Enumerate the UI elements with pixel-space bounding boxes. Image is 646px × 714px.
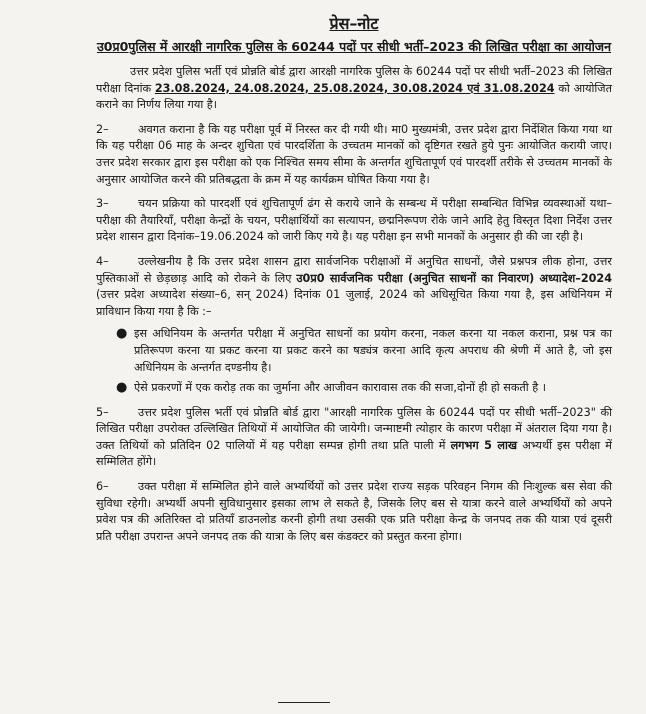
exam-dates: 23.08.2024, 24.08.2024, 25.08.2024, 30.08.2024 एवं 31.08.2024 (154, 81, 555, 95)
paragraph-4-number: 4– (96, 254, 109, 268)
paragraph-1 (96, 64, 612, 114)
paragraph-5-number: 5– (96, 405, 109, 419)
page-subtitle: उ0प्र0पुलिस में आरक्षी नागरिक पुलिस के 60244 पदों पर सीधी भर्ती–2023 की लिखित परीक्षा का आयोजन (96, 39, 612, 54)
paragraph-3-number: 3– (96, 197, 109, 211)
bullet-icon: ● (116, 326, 128, 342)
paragraph-5-text-b: अभ्यर्थी इस परीक्षा में सम्मिलित होंगे। (96, 438, 612, 469)
paragraph-2 (96, 122, 612, 188)
paragraph-3 (96, 196, 612, 246)
paragraph-1-text-b: को आयोजित कराने का निर्णय लिया गया है। (96, 81, 612, 112)
candidates-count: लगभग 5 लाख (450, 438, 518, 452)
bullet-2-text: ऐसे प्रकरणों में एक करोड़ तक का जुर्माना और आजीवन कारावास तक की सजा,दोनों ही हो सकती है । (134, 381, 546, 395)
paragraph-6 (96, 479, 612, 545)
paragraph-6-text: उक्त परीक्षा में सम्मिलित होने वाले अभ्यर्थियों को उत्तर प्रदेश राज्य सड़क परिवहन निगम की निःशुल्क बस सेवा की सुविधा रहेगी। अभ्यर्थी अपनी सुविधानुसार इसका लाभ ले सकते है, जिसके लिए बस से यात्रा करने वाले अभ्यर्थियों को अपने प्रवेश पत्र की अतिरिक्त दो प्रतियाँ डाउनलोड करनी होगी तथा उसकी एक प्रति परीक्षा केन्द्र के जनपद तक की यात्रा एवं दूसरी प्रति परीक्षा उपरान्त अपने जनपद तक की यात्रा के लिए बस कंडक्टर को प्रस्तुत करना होगा। (96, 480, 612, 543)
bullet-1-text: इस अधिनियम के अन्तर्गत परीक्षा में अनुचित साधनों का प्रयोग करना, नकल करना या नकल कराना, प्रश्न पत्र का प्रतिरूपण करना या प्रकट करना या प्रकट करने का षड्यंत्र करना आदि कृत्य अपराध की श्रेणी में आते है, जो इस अधिनियम के अन्तर्गत दण्डनीय है। (134, 327, 612, 374)
paragraph-2-text: अवगत कराना है कि यह परीक्षा पूर्व में निरस्त कर दी गयी थी। मा0 मुख्यमंत्री, उत्तर प्रदेश द्वारा निर्देशित किया गया था कि यह परीक्षा 06 माह के अन्दर शुचिता एवं पारदर्शिता के उच्चतम मानकों को दृष्टिगत रखते हुये पुनः आयोजित करायी जाए। उत्तर प्रदेश सरकार द्वारा इस परीक्षा को एक निश्चित समय सीमा के अन्तर्गत शुचितापूर्ण एवं पारदर्शी तरीके से उच्चतम मानकों के अनुसार आयोजित करने की प्रतिबद्धता के क्रम में यह कार्यक्रम घोषित किया गया है। (96, 122, 612, 186)
paragraph-3-text: चयन प्रक्रिया को पारदर्शी एवं शुचितापूर्ण ढंग से कराये जाने के सम्बन्ध में परीक्षा सम्बन्धित विभिन्न व्यवस्थाओं यथा–परीक्षा की तैयारियाँ, परीक्षा केन्द्रों के चयन, परीक्षार्थियों का सत्यापन, छद्मनिरूपण रोके जाने आदि हेतु विस्तृत दिशा निर्देश उत्तर प्रदेश शासन द्वारा दिनांक–19.06.2024 को जारी किए गये है। यह परीक्षा इन सभी मानकों के अनुसार ही की जा रही है। (96, 197, 612, 244)
closing-divider (278, 702, 330, 703)
paragraph-5 (96, 405, 612, 471)
list-item (116, 326, 612, 376)
provisions-list (96, 326, 612, 396)
ordinance-name: उ0प्र0 सार्वजनिक परीक्षा (अनुचित साधनों का निवारण) अध्यादेश–2024 (296, 271, 612, 285)
list-item (116, 380, 612, 397)
bullet-icon: ● (116, 380, 128, 396)
paragraph-1-text-a: उत्तर प्रदेश पुलिस भर्ती एवं प्रोन्नति बोर्ड द्वारा आरक्षी नागरिक पुलिस के 60244 पदों पर सीधी भर्ती–2023 की लिखित परीक्षा दिनांक (96, 65, 612, 95)
paragraph-5-text-a: उत्तर प्रदेश पुलिस भर्ती एवं प्रोन्नति बोर्ड द्वारा "आरक्षी नागरिक पुलिस के 60244 पदों पर सीधी भर्ती–2023" की लिखित परीक्षा उपरोक्त उल्लिखित तिथियों में आयोजित की जायेगी। जन्माष्टमी त्योहार के कारण परीक्षा में अंतराल दिया गया है। उक्त तिथियों को प्रतिदिन 02 पालियों में यह परीक्षा सम्पन्न होगी तथा प्रति पाली में (96, 405, 612, 452)
page-title: प्रेस–नोट (329, 14, 379, 33)
paragraph-2-number: 2– (96, 122, 109, 136)
paragraph-4 (96, 254, 612, 320)
paragraph-6-number: 6– (96, 480, 109, 494)
paragraph-4-text-b: (उत्तर प्रदेश अध्यादेश संख्या–6, सन् 2024) दिनांक 01 जुलाई, 2024 को अधिसूचित किया गया है, इस अधिनियम में प्राविधान किया गया है कि :– (96, 288, 612, 318)
paragraph-4-text-a: उल्लेखनीय है कि उत्तर प्रदेश शासन द्वारा सार्वजनिक परीक्षाओं में अनुचित साधनों, जैसे प्रश्नपत्र लीक होना, उत्तर पुस्तिकाओं से छेड़छाड़ आदि को रोकने के लिए (96, 254, 612, 285)
